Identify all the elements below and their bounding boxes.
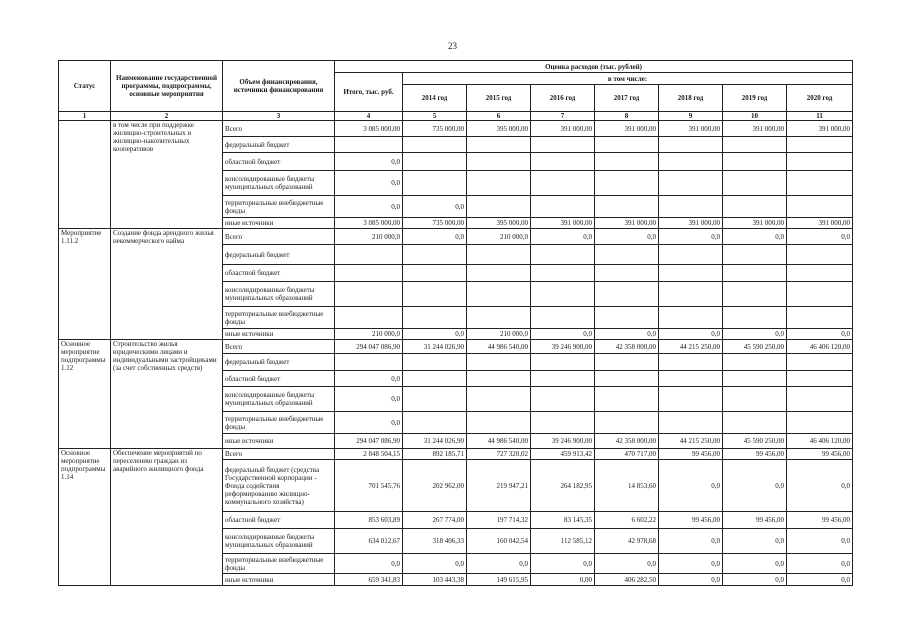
total-value-cell <box>335 282 403 307</box>
year-value-cell <box>723 307 787 329</box>
total-value-cell <box>335 307 403 329</box>
year-value-cell: 99 456,00 <box>787 449 853 460</box>
year-value-cell: 202 962,00 <box>403 460 467 512</box>
year-value-cell: 31 244 026,90 <box>403 340 467 354</box>
source-cell: консолидированные бюджеты муниципальных образований <box>223 529 335 554</box>
source-cell: Всего <box>223 121 335 137</box>
measure-name-cell: Строительство жилья юридическими лицами и индивидуальными застройщиками (за счет собственных средств) <box>111 340 223 449</box>
source-cell: территориальные внебюджетные фонды <box>223 412 335 434</box>
year-value-cell: 391 000,00 <box>595 218 659 229</box>
year-value-cell: 0,0 <box>659 460 723 512</box>
header-volume: Объем финансирования, источники финансирования <box>223 61 335 112</box>
year-value-cell: 0,0 <box>723 329 787 340</box>
table-row <box>59 229 853 245</box>
year-value-cell <box>595 387 659 412</box>
year-value-cell: 0,0 <box>595 229 659 245</box>
year-value-cell <box>467 153 531 171</box>
status-cell: Основное мероприятие подпрограммы 1.14 <box>59 449 111 586</box>
year-value-cell: 0,0 <box>595 329 659 340</box>
total-value-cell: 3 085 000,00 <box>335 218 403 229</box>
year-value-cell: 210 000,0 <box>467 229 531 245</box>
table-row <box>59 449 853 460</box>
year-value-cell: 391 000,00 <box>531 218 595 229</box>
year-value-cell <box>723 171 787 196</box>
year-value-cell <box>403 137 467 153</box>
year-value-cell: 46 406 120,00 <box>787 340 853 354</box>
column-number: 11 <box>787 112 853 121</box>
year-value-cell <box>787 245 853 265</box>
year-value-cell: 470 717,00 <box>595 449 659 460</box>
year-value-cell: 0,0 <box>531 229 595 245</box>
year-value-cell: 727 320,02 <box>467 449 531 460</box>
budget-table <box>58 60 853 586</box>
year-value-cell <box>467 307 531 329</box>
page-number: 23 <box>448 41 457 51</box>
year-value-cell <box>787 265 853 282</box>
year-value-cell <box>467 245 531 265</box>
year-value-cell: 391 000,00 <box>787 218 853 229</box>
measure-name-cell: Создание фонда арендного жилья некоммерческого найма <box>111 229 223 340</box>
total-value-cell: 0,0 <box>335 371 403 387</box>
year-value-cell <box>467 196 531 218</box>
year-value-cell <box>403 245 467 265</box>
year-value-cell <box>723 153 787 171</box>
year-value-cell: 391 000,00 <box>659 121 723 137</box>
header-year: 2016 год <box>531 85 595 112</box>
year-value-cell: 0,0 <box>723 460 787 512</box>
total-value-cell <box>335 265 403 282</box>
year-value-cell <box>403 282 467 307</box>
year-value-cell <box>595 137 659 153</box>
year-value-cell <box>595 371 659 387</box>
year-value-cell <box>595 412 659 434</box>
column-number: 1 <box>59 112 111 121</box>
status-cell <box>59 121 111 229</box>
status-cell: Мероприятие 1.11.2 <box>59 229 111 340</box>
year-value-cell <box>531 137 595 153</box>
year-value-cell: 42 358 000,00 <box>595 340 659 354</box>
year-value-cell <box>403 265 467 282</box>
header-year: 2020 год <box>787 85 853 112</box>
source-cell: консолидированные бюджеты муниципальных образований <box>223 171 335 196</box>
year-value-cell: 42 978,68 <box>595 529 659 554</box>
year-value-cell: 42 358 000,00 <box>595 434 659 449</box>
year-value-cell <box>531 354 595 371</box>
year-value-cell: 391 000,00 <box>595 121 659 137</box>
year-value-cell: 318 406,33 <box>403 529 467 554</box>
year-value-cell: 0,0 <box>403 229 467 245</box>
table-row <box>59 340 853 354</box>
year-value-cell: 0,0 <box>787 574 853 586</box>
year-value-cell <box>659 265 723 282</box>
year-value-cell <box>787 371 853 387</box>
year-value-cell: 0,0 <box>403 554 467 574</box>
year-value-cell: 197 714,32 <box>467 512 531 529</box>
year-value-cell: 735 000,00 <box>403 121 467 137</box>
year-value-cell: 112 585,12 <box>531 529 595 554</box>
source-cell: иные источники <box>223 574 335 586</box>
year-value-cell <box>723 371 787 387</box>
year-value-cell: 0,0 <box>787 554 853 574</box>
year-value-cell: 99 456,00 <box>723 449 787 460</box>
total-value-cell: 0,0 <box>335 412 403 434</box>
year-value-cell: 0,0 <box>787 460 853 512</box>
year-value-cell <box>787 153 853 171</box>
source-cell: федеральный бюджет (средства Государственной корпорации - Фонда содействия реформированию жилищно-коммунального хозяйства) <box>223 460 335 512</box>
year-value-cell: 39 246 900,00 <box>531 434 595 449</box>
year-value-cell <box>659 171 723 196</box>
year-value-cell <box>467 387 531 412</box>
year-value-cell <box>467 412 531 434</box>
year-value-cell <box>723 265 787 282</box>
year-value-cell: 0,0 <box>723 554 787 574</box>
year-value-cell <box>531 171 595 196</box>
header-year: 2015 год <box>467 85 531 112</box>
year-value-cell: 0,0 <box>723 229 787 245</box>
header-year: 2017 год <box>595 85 659 112</box>
total-value-cell: 0,0 <box>335 153 403 171</box>
year-value-cell: 892 185,71 <box>403 449 467 460</box>
year-value-cell <box>787 354 853 371</box>
header-total: Итого, тыс. руб. <box>335 73 403 112</box>
year-value-cell <box>403 171 467 196</box>
year-value-cell: 99 456,00 <box>659 512 723 529</box>
year-value-cell <box>723 282 787 307</box>
year-value-cell: 45 590 250,00 <box>723 434 787 449</box>
year-value-cell <box>659 153 723 171</box>
column-number: 6 <box>467 112 531 121</box>
year-value-cell: 0,0 <box>531 329 595 340</box>
source-cell: федеральный бюджет <box>223 354 335 371</box>
total-value-cell <box>335 245 403 265</box>
year-value-cell: 406 282,50 <box>595 574 659 586</box>
year-value-cell: 83 145,35 <box>531 512 595 529</box>
year-value-cell <box>595 354 659 371</box>
source-cell: областной бюджет <box>223 153 335 171</box>
year-value-cell <box>467 265 531 282</box>
column-number: 10 <box>723 112 787 121</box>
year-value-cell: 264 182,95 <box>531 460 595 512</box>
year-value-cell: 0,0 <box>531 554 595 574</box>
total-value-cell: 210 000,0 <box>335 329 403 340</box>
year-value-cell <box>595 196 659 218</box>
status-cell: Основное мероприятие подпрограммы 1.12 <box>59 340 111 449</box>
column-number: 9 <box>659 112 723 121</box>
source-cell: территориальные внебюджетные фонды <box>223 554 335 574</box>
source-cell: территориальные внебюджетные фонды <box>223 307 335 329</box>
year-value-cell: 44 986 540,00 <box>467 340 531 354</box>
year-value-cell <box>531 307 595 329</box>
year-value-cell <box>723 354 787 371</box>
year-value-cell <box>659 354 723 371</box>
year-value-cell <box>403 371 467 387</box>
year-value-cell: 735 000,00 <box>403 218 467 229</box>
year-value-cell: 395 000,00 <box>467 218 531 229</box>
year-value-cell <box>787 196 853 218</box>
year-value-cell <box>723 196 787 218</box>
header-estimate: Оценка расходов (тыс. рублей) <box>335 61 853 73</box>
year-value-cell: 45 590 250,00 <box>723 340 787 354</box>
column-number: 3 <box>223 112 335 121</box>
year-value-cell: 0,0 <box>659 329 723 340</box>
year-value-cell: 149 615,95 <box>467 574 531 586</box>
year-value-cell: 160 042,54 <box>467 529 531 554</box>
total-value-cell: 634 012,67 <box>335 529 403 554</box>
year-value-cell: 44 215 250,00 <box>659 434 723 449</box>
year-value-cell: 0,0 <box>723 529 787 554</box>
source-cell: консолидированные бюджеты муниципальных образований <box>223 282 335 307</box>
year-value-cell <box>403 412 467 434</box>
year-value-cell <box>659 412 723 434</box>
source-cell: иные источники <box>223 434 335 449</box>
year-value-cell: 0,0 <box>659 229 723 245</box>
year-value-cell <box>787 282 853 307</box>
year-value-cell <box>787 412 853 434</box>
year-value-cell: 0,0 <box>403 196 467 218</box>
column-number: 8 <box>595 112 659 121</box>
total-value-cell <box>335 137 403 153</box>
year-value-cell <box>659 307 723 329</box>
header-year: 2018 год <box>659 85 723 112</box>
table-header <box>59 61 853 121</box>
year-value-cell <box>723 387 787 412</box>
year-value-cell <box>723 412 787 434</box>
total-value-cell: 0,0 <box>335 196 403 218</box>
year-value-cell: 31 244 026,90 <box>403 434 467 449</box>
year-value-cell <box>531 371 595 387</box>
year-value-cell <box>723 137 787 153</box>
year-value-cell: 391 000,00 <box>723 121 787 137</box>
year-value-cell: 395 000,00 <box>467 121 531 137</box>
measure-name-cell: в том числе при поддержке жилищно-строительных и жилищно-накопительных кооперативов <box>111 121 223 229</box>
year-value-cell <box>531 245 595 265</box>
source-cell: федеральный бюджет <box>223 137 335 153</box>
year-value-cell <box>787 171 853 196</box>
year-value-cell <box>531 153 595 171</box>
year-value-cell <box>403 153 467 171</box>
total-value-cell: 853 603,89 <box>335 512 403 529</box>
year-value-cell: 103 443,38 <box>403 574 467 586</box>
year-value-cell: 0,00 <box>531 574 595 586</box>
year-value-cell: 0,0 <box>403 329 467 340</box>
total-value-cell: 3 085 000,00 <box>335 121 403 137</box>
year-value-cell <box>467 354 531 371</box>
year-value-cell <box>595 282 659 307</box>
year-value-cell: 99 456,00 <box>723 512 787 529</box>
source-cell: Всего <box>223 340 335 354</box>
year-value-cell <box>595 307 659 329</box>
year-value-cell: 0,0 <box>787 529 853 554</box>
year-value-cell: 0,0 <box>787 329 853 340</box>
year-value-cell <box>467 171 531 196</box>
source-cell: иные источники <box>223 329 335 340</box>
source-cell: областной бюджет <box>223 371 335 387</box>
year-value-cell: 391 000,00 <box>659 218 723 229</box>
column-number: 5 <box>403 112 467 121</box>
year-value-cell <box>531 412 595 434</box>
year-value-cell: 0,0 <box>467 554 531 574</box>
year-value-cell <box>659 371 723 387</box>
total-value-cell: 210 000,0 <box>335 229 403 245</box>
source-cell: иные источники <box>223 218 335 229</box>
year-value-cell <box>403 387 467 412</box>
year-value-cell: 0,0 <box>659 574 723 586</box>
total-value-cell: 0,0 <box>335 171 403 196</box>
year-value-cell: 267 774,00 <box>403 512 467 529</box>
total-value-cell: 294 047 086,90 <box>335 340 403 354</box>
year-value-cell <box>723 245 787 265</box>
table-row <box>59 121 853 137</box>
year-value-cell <box>787 387 853 412</box>
year-value-cell: 391 000,00 <box>531 121 595 137</box>
year-value-cell <box>787 137 853 153</box>
year-value-cell: 391 000,00 <box>723 218 787 229</box>
year-value-cell <box>659 137 723 153</box>
total-value-cell: 0,0 <box>335 554 403 574</box>
header-status: Статус <box>59 61 111 112</box>
year-value-cell <box>659 196 723 218</box>
year-value-cell <box>595 153 659 171</box>
year-value-cell <box>531 282 595 307</box>
year-value-cell: 0,0 <box>659 529 723 554</box>
year-value-cell: 39 246 900,00 <box>531 340 595 354</box>
year-value-cell <box>659 387 723 412</box>
source-cell: консолидированные бюджеты муниципальных образований <box>223 387 335 412</box>
year-value-cell <box>659 282 723 307</box>
year-value-cell <box>659 245 723 265</box>
total-value-cell: 294 047 086,90 <box>335 434 403 449</box>
year-value-cell <box>787 307 853 329</box>
year-value-cell: 219 947,21 <box>467 460 531 512</box>
source-cell: областной бюджет <box>223 512 335 529</box>
year-value-cell <box>403 354 467 371</box>
year-value-cell <box>467 371 531 387</box>
column-number-row <box>59 112 853 121</box>
year-value-cell: 0,0 <box>723 574 787 586</box>
year-value-cell: 0,0 <box>787 229 853 245</box>
year-value-cell: 6 602,22 <box>595 512 659 529</box>
header-year: 2014 год <box>403 85 467 112</box>
year-value-cell <box>531 387 595 412</box>
year-value-cell: 46 406 120,00 <box>787 434 853 449</box>
year-value-cell: 391 000,00 <box>787 121 853 137</box>
source-cell: Всего <box>223 449 335 460</box>
year-value-cell: 44 215 250,00 <box>659 340 723 354</box>
column-number: 2 <box>111 112 223 121</box>
year-value-cell <box>595 265 659 282</box>
year-value-cell: 44 986 540,00 <box>467 434 531 449</box>
header-incl: в том числе: <box>403 73 853 85</box>
source-cell: территориальные внебюджетные фонды <box>223 196 335 218</box>
header-year: 2019 год <box>723 85 787 112</box>
year-value-cell <box>403 307 467 329</box>
year-value-cell: 99 456,00 <box>787 512 853 529</box>
total-value-cell: 659 341,83 <box>335 574 403 586</box>
source-cell: федеральный бюджет <box>223 245 335 265</box>
year-value-cell: 99 456,00 <box>659 449 723 460</box>
source-cell: областной бюджет <box>223 265 335 282</box>
column-number: 4 <box>335 112 403 121</box>
year-value-cell <box>595 245 659 265</box>
year-value-cell <box>467 137 531 153</box>
total-value-cell: 2 848 504,15 <box>335 449 403 460</box>
year-value-cell: 14 853,60 <box>595 460 659 512</box>
year-value-cell <box>467 282 531 307</box>
year-value-cell <box>531 196 595 218</box>
year-value-cell: 210 000,0 <box>467 329 531 340</box>
total-value-cell <box>335 354 403 371</box>
header-name: Наименование государственной программы, подпрограммы, основные мероприятия <box>111 61 223 112</box>
column-number: 7 <box>531 112 595 121</box>
year-value-cell <box>531 265 595 282</box>
source-cell: Всего <box>223 229 335 245</box>
measure-name-cell: Обеспечение мероприятий по переселению граждан из аварийного жилищного фонда <box>111 449 223 586</box>
year-value-cell: 0,0 <box>595 554 659 574</box>
total-value-cell: 701 545,76 <box>335 460 403 512</box>
total-value-cell: 0,0 <box>335 387 403 412</box>
year-value-cell: 459 913,42 <box>531 449 595 460</box>
year-value-cell <box>595 171 659 196</box>
year-value-cell: 0,0 <box>659 554 723 574</box>
